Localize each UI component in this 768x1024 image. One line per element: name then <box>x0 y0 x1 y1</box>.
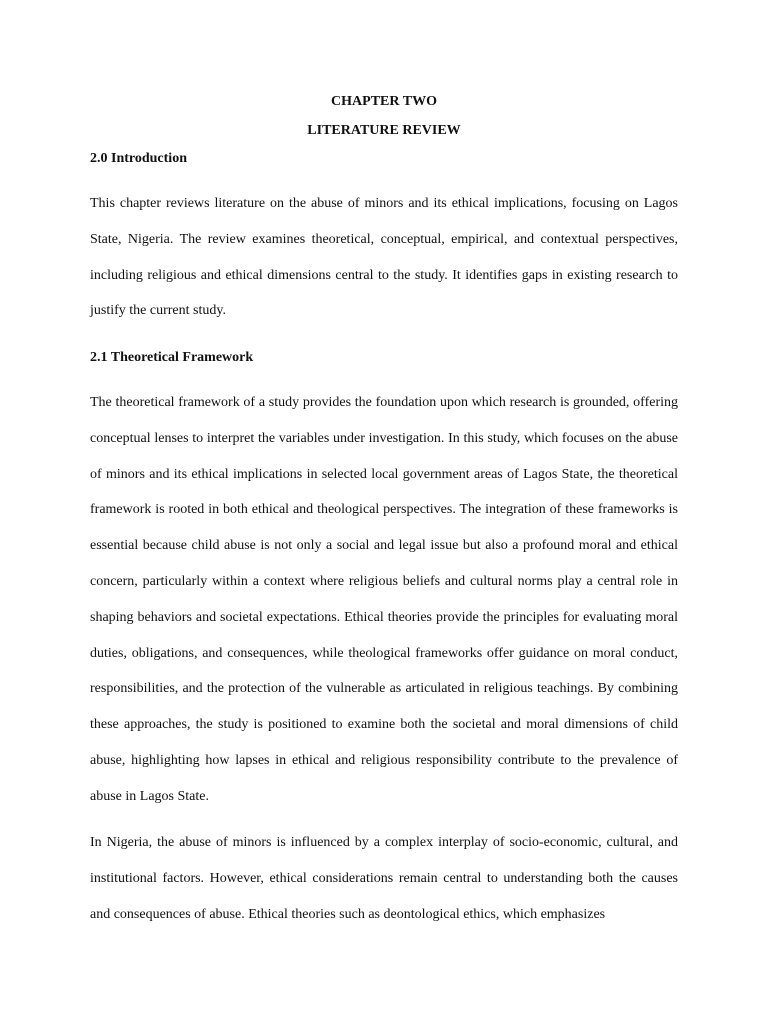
section-title: LITERATURE REVIEW <box>307 123 461 138</box>
heading-introduction: 2.0 Introduction <box>90 151 187 166</box>
paragraph-introduction: This chapter reviews literature on the abuse of minors and its ethical implications, focusing on Lagos State, Nigeria. The review examines theoretical, conceptual, empirical, and contextual perspectives, including religious and ethical dimensions central to the study. It identifies gaps in existing research to justify the current study. <box>90 196 678 319</box>
paragraph-nigeria-context: In Nigeria, the abuse of minors is influenced by a complex interplay of socio-economic, cultural, and institutional factors. However, ethical considerations remain central to understanding both the causes and consequences of abuse. Ethical theories such as deontological ethics, which emphasizes <box>90 835 678 922</box>
chapter-title: CHAPTER TWO <box>331 94 437 109</box>
heading-theoretical-framework: 2.1 Theoretical Framework <box>90 350 254 365</box>
paragraph-theoretical-framework: The theoretical framework of a study provides the foundation upon which research is grounded, offering conceptual lenses to interpret the variables under investigation. In this study, which focuses on the abuse of minors and its ethical implications in selected local government areas of Lagos State, the theoretical framework is rooted in both ethical and theological perspectives. The integration of these frameworks is essential because child abuse is not only a social and legal issue but also a profound moral and ethical concern, particularly within a context where religious beliefs and cultural norms play a central role in shaping behaviors and societal expectations. Ethical theories provide the principles for evaluating moral duties, obligations, and consequences, while theological frameworks offer guidance on moral conduct, responsibilities, and the protection of the vulnerable as articulated in religious teachings. By combining these approaches, the study is positioned to examine both the societal and moral dimensions of child abuse, highlighting how lapses in ethical and religious responsibility contribute to the prevalence of abuse in Lagos State. <box>90 395 678 804</box>
